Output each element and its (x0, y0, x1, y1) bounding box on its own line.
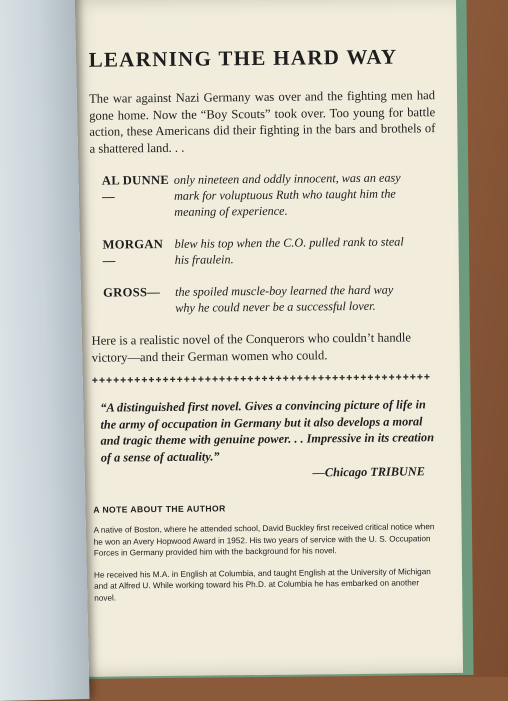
author-note-paragraph: He received his M.A. in English at Columbia, and taught English at the University of Michigan and at Alfred U. While working toward his Ph.D. at Columbia he has embarked on another novel. (93, 566, 431, 603)
book-cover-edge (0, 0, 90, 701)
character-description: only nineteen and oddly innocent, was an easy mark for voluptuous Ruth who taught him the meaning of experience. (173, 170, 401, 219)
character-name: AL DUNNE— (101, 172, 170, 204)
character-description: blew his top when the C.O. pulled rank to steal his fraulein. (174, 234, 404, 267)
decorative-divider: ✚✚✚✚✚✚✚✚✚✚✚✚✚✚✚✚✚✚✚✚✚✚✚✚✚✚✚✚✚✚✚✚✚✚✚✚✚✚✚✚✚✚✚✚✚✚✚✚ (91, 373, 432, 385)
intro-paragraph: The war against Nazi Germany was over and the fighting men had gone home. Now the “Boy Scouts” took over. Too young for battle action, these Americans did their fighting in the bars and brothels of a shattered land. . . (88, 88, 436, 156)
page-title: LEARNING THE HARD WAY (88, 44, 398, 72)
character-description: the spoiled muscle-boy learned the hard way why he could never be a successful lover. (174, 282, 394, 315)
author-note-heading: A NOTE ABOUT THE AUTHOR (93, 503, 226, 515)
character-entry-al-dunne (90, 169, 436, 221)
character-name: MORGAN— (102, 236, 164, 268)
author-note-paragraph: A native of Boston, where he attended school, David Buckley first received critical notice when he won an Avery Hopwood Award in 1952. His two years of service with the U. S. Occupation Forces in Germany provided him with the background for his novel. (93, 522, 435, 558)
quote-source: —Chicago TRIBUNE (312, 464, 426, 480)
page-content (89, 44, 441, 614)
review-quote: “A distinguished first novel. Gives a convincing picture of life in the army of occupation in Germany but it also develops a moral and tragic theme with genuine power. . . Impressive in its creation of a sense of actuality.” (100, 397, 435, 465)
character-entry-gross (91, 281, 437, 317)
book-page (66, 0, 463, 677)
summary-paragraph: Here is a realistic novel of the Conquerors who couldn’t handle victory—and their German women who could. (91, 330, 412, 365)
character-entry-morgan (90, 233, 436, 269)
character-name: GROSS— (102, 285, 161, 300)
